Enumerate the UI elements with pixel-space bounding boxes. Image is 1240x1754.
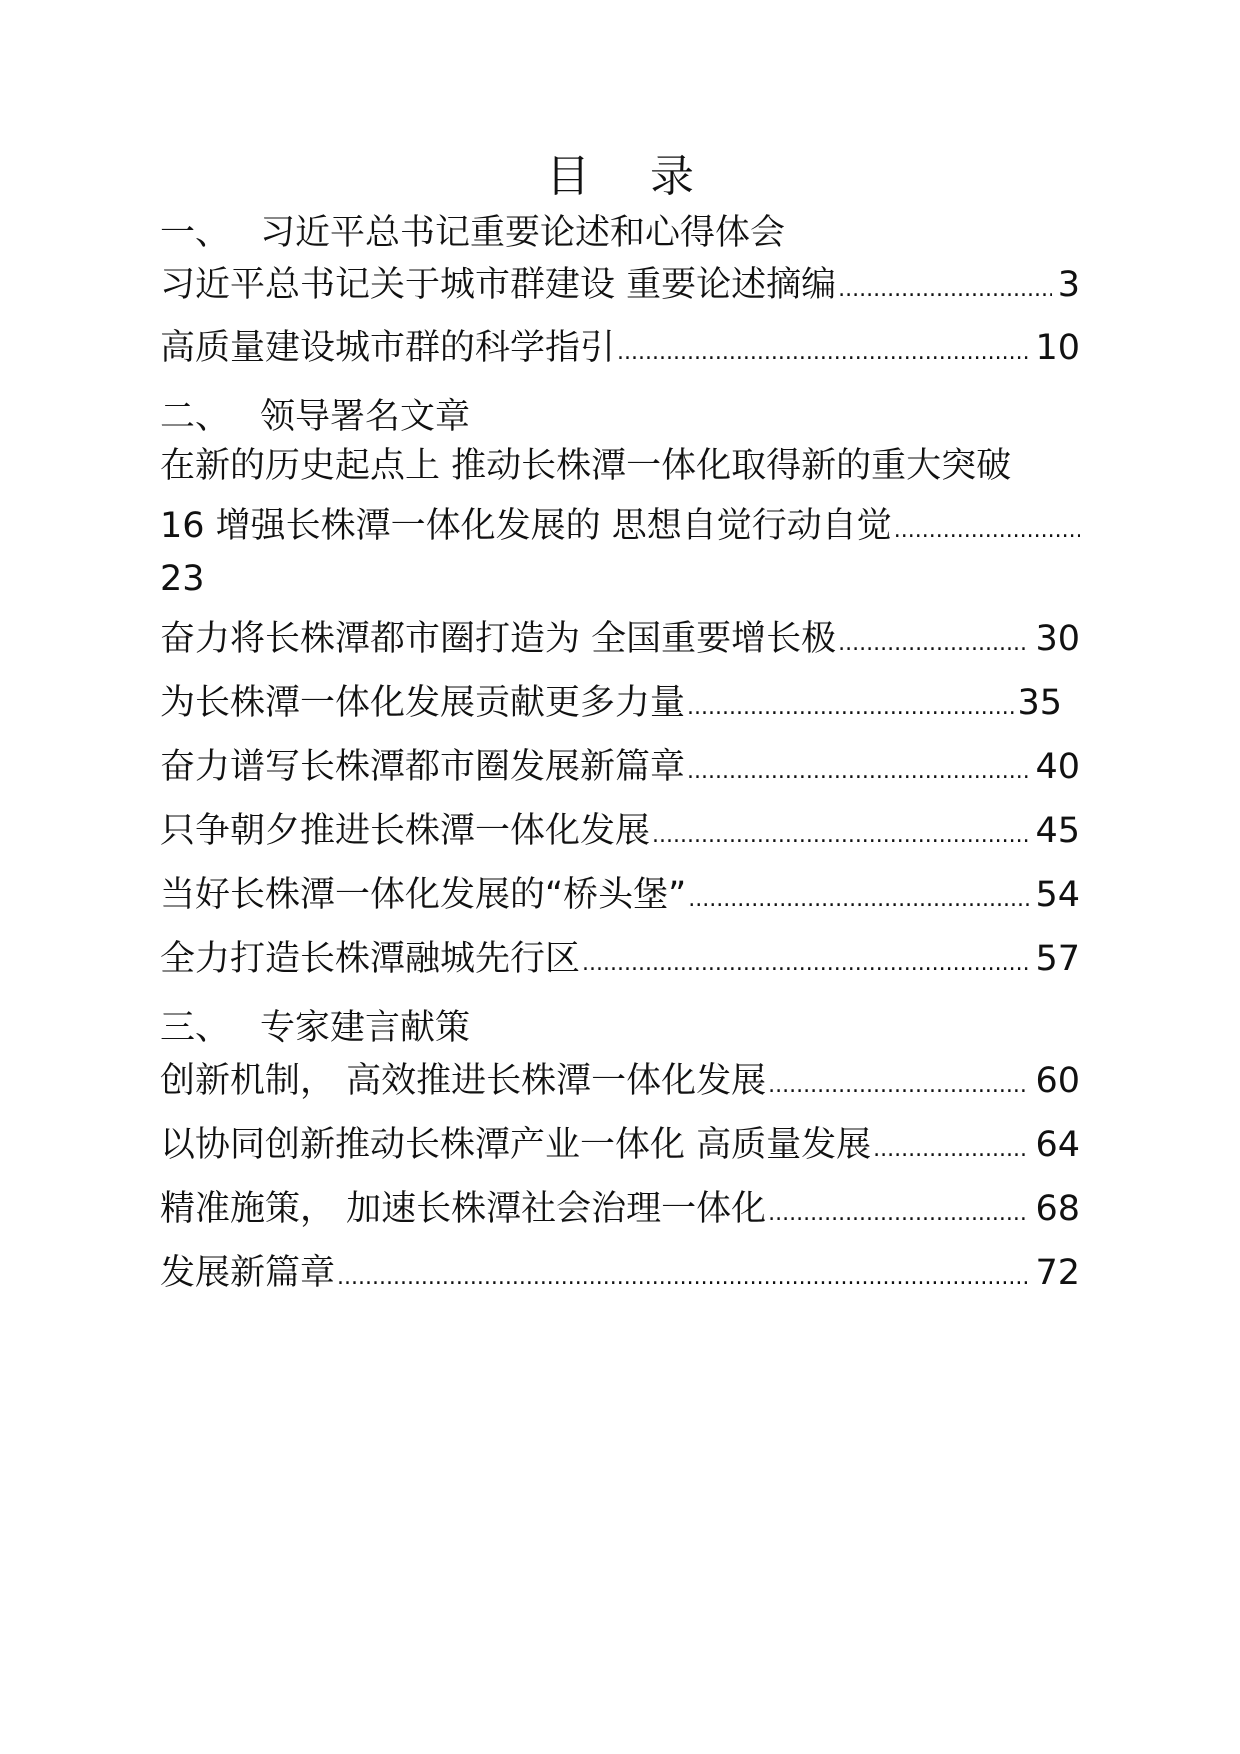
leader-dots	[873, 1127, 1029, 1173]
leader-dots	[768, 1063, 1029, 1109]
leader-dots	[688, 877, 1029, 923]
toc-entry-page: 54	[1035, 875, 1080, 915]
toc-entry[interactable]	[160, 808, 1080, 859]
toc-entry[interactable]	[160, 262, 1080, 313]
section-label: 领导署名文章	[260, 397, 471, 437]
toc-entry-title: 全力打造长株潭融城先行区	[160, 939, 581, 979]
toc-entry-title: 以协同创新推动长株潭产业一体化 高质量发展	[160, 1125, 872, 1165]
section-label: 专家建言献策	[260, 1008, 471, 1048]
toc-entry-title: 奋力谱写长株潭都市圈发展新篇章	[160, 747, 686, 787]
toc-entry[interactable]	[160, 1250, 1080, 1301]
section-heading-2	[160, 394, 1080, 440]
leader-dots	[582, 941, 1029, 987]
toc-entry-wrapped-line-1[interactable]: 在新的历史起点上 推动长株潭一体化取得新的重大突破	[160, 446, 1012, 486]
leader-dots	[894, 508, 1080, 554]
toc-entry-title: 发展新篇章	[160, 1253, 336, 1293]
toc-entry-title: 习近平总书记关于城市群建设 重要论述摘编	[160, 265, 837, 305]
toc-entry-page: 72	[1035, 1253, 1080, 1293]
section-heading-3	[160, 1005, 1080, 1051]
toc-title-part2: 录	[650, 151, 694, 202]
toc-entry-title: 16 增强长株潭一体化发展的 思想自觉行动自觉	[160, 506, 892, 546]
toc-entry-title: 创新机制， 高效推进长株潭一体化发展	[160, 1061, 767, 1101]
toc-title	[0, 148, 1240, 206]
section-number: 一、	[160, 213, 231, 253]
toc-entry-page: 60	[1035, 1061, 1080, 1101]
toc-entry-title: 奋力将长株潭都市圈打造为 全国重要增长极	[160, 619, 837, 659]
toc-entry-page: 40	[1035, 747, 1080, 787]
toc-entry-page: 57	[1035, 939, 1080, 979]
toc-entry-page: 64	[1035, 1125, 1080, 1165]
leader-dots	[337, 1255, 1029, 1301]
leader-dots	[652, 813, 1029, 859]
toc-entry[interactable]	[160, 936, 1080, 987]
toc-entry[interactable]	[160, 325, 1080, 376]
toc-entry[interactable]	[160, 872, 1080, 923]
toc-title-part1: 目	[546, 151, 590, 202]
toc-entry[interactable]	[160, 1122, 1080, 1173]
toc-entry[interactable]	[160, 1058, 1080, 1109]
toc-entry-title: 精准施策， 加速长株潭社会治理一体化	[160, 1189, 767, 1229]
toc-entry-page: 45	[1035, 811, 1080, 851]
toc-entry-title: 为长株潭一体化发展贡献更多力量	[160, 683, 686, 723]
toc-entry-title: 只争朝夕推进长株潭一体化发展	[160, 811, 651, 851]
toc-entry-page: 10	[1035, 328, 1080, 368]
toc-entry-page: 30	[1035, 619, 1080, 659]
toc-entry-page: 3	[1057, 265, 1080, 305]
toc-entry[interactable]	[160, 680, 1080, 731]
leader-dots	[617, 330, 1029, 376]
leader-dots	[838, 267, 1052, 313]
toc-entry-page: 68	[1035, 1189, 1080, 1229]
section-number: 三、	[160, 1008, 231, 1048]
toc-entry-title: 当好长株潭一体化发展的“桥头堡”	[160, 875, 687, 915]
toc-entry-title: 高质量建设城市群的科学指引	[160, 328, 616, 368]
leader-dots	[768, 1191, 1029, 1237]
toc-entry[interactable]	[160, 1186, 1080, 1237]
toc-entry-page: 35	[1017, 683, 1062, 723]
section-label: 习近平总书记重要论述和心得体会	[260, 213, 786, 253]
toc-entry-wrapped-line-2[interactable]	[160, 503, 1080, 554]
leader-dots	[838, 621, 1029, 667]
leader-dots	[687, 749, 1029, 795]
toc-entry-page-wrapped: 23	[160, 559, 205, 599]
leader-dots	[687, 685, 1017, 731]
section-heading-1	[160, 210, 1080, 256]
toc-entry[interactable]	[160, 616, 1080, 667]
section-number: 二、	[160, 397, 231, 437]
toc-entry[interactable]	[160, 744, 1080, 795]
